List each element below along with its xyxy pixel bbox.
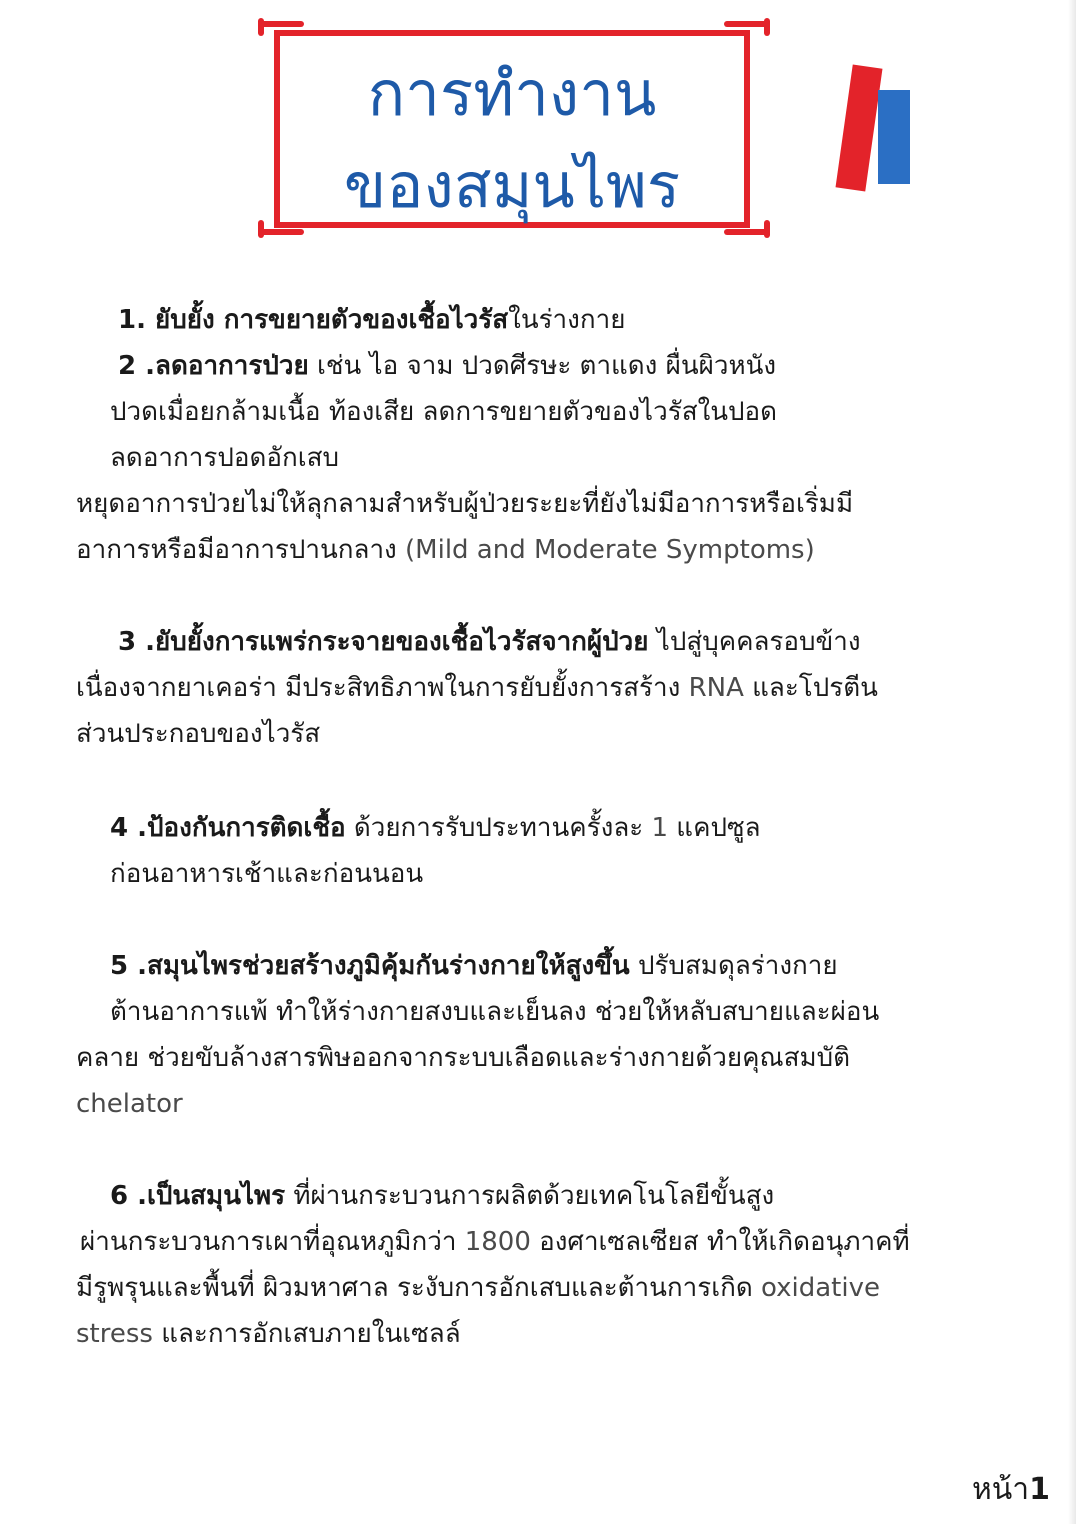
item-4-text-number: 1 [651,813,669,843]
item-4-text-c: แคปซูล [668,813,761,843]
item-5-line-3: คลาย ช่วยขับล้างสารพิษออกจากระบบเลือดและร่างกายด้วยคุณสมบัติ [76,1043,851,1073]
item-1-text: ในร่างกาย [508,305,626,335]
page-title [274,48,750,232]
frame-cap-tl [258,18,264,36]
item-6-text: ที่ผ่านกระบวนการผลิตด้วยเทคโนโลยีขั้นสูง [285,1181,775,1211]
item-6-line-3-a: มีรูพรุนและพื้นที่ ผิวมหาศาล ระงับการอักเสบและต้านการเกิด [76,1273,762,1303]
page-edge-shadow [1068,0,1076,1524]
item-5-line-4: chelator [76,1089,183,1119]
frame-corner-bar-tl [258,21,304,27]
item-2-text: เช่น ไอ จาม ปวดศีรษะ ตาแดง ผื่นผิวหนัง [308,351,777,381]
decorative-red-bar [836,65,883,192]
item-6-line-1 [110,1176,774,1216]
page-number [972,1470,1050,1510]
item-3-text: ไปสู่บุคคลรอบข้าง [648,627,861,657]
item-6-line-3 [76,1268,880,1308]
item-2-heading: 2 .ลดอาการป่วย [118,351,309,381]
title-line-2: ของสมุนไพร [343,149,681,222]
item-6-line-2 [80,1222,910,1262]
item-6-line-4-b: และการอักเสบภายในเซลล์ [152,1319,461,1349]
item-4-line-2: ก่อนอาหารเช้าและก่อนนอน [110,859,424,889]
item-2-line-5-english: (Mild and Moderate Symptoms) [405,535,815,565]
item-1-heading: 1. ยับยั้ง การขยายตัวของเชื้อไวรัส [118,305,509,335]
item-3-line-2-a: เนื่องจากยาเคอร่า มีประสิทธิภาพในการยับยั้งการสร้าง [76,673,689,703]
item-5-heading: 5 .สมุนไพรช่วยสร้างภูมิคุ้มกันร่างกายให้สูงขึ้น [110,951,630,981]
item-4-text-a: ด้วยการรับประทานครั้งละ [345,813,652,843]
item-2-line-4: หยุดอาการป่วยไม่ให้ลุกลามสำหรับผู้ป่วยระยะที่ยังไม่มีอาการหรือเริ่มมี [76,489,854,519]
item-2-line-5-thai: อาการหรือมีอาการปานกลาง [76,535,406,565]
frame-cap-tr [764,18,770,36]
item-3-line-2-c: และโปรตีน [743,673,878,703]
item-2-line-3: ลดอาการปอดอักเสบ [110,443,339,473]
decorative-blue-bar [878,90,910,184]
item-4-heading: 4 .ป้องกันการติดเชื้อ [110,813,346,843]
item-2-line-2: ปวดเมื่อยกล้ามเนื้อ ท้องเสีย ลดการขยายตัวของไวรัสในปอด [110,397,778,427]
item-5-line-1 [110,946,838,986]
item-6-line-2-number: 1800 [464,1227,531,1257]
item-2-line-5 [76,530,815,570]
item-6-line-2-c: องศาเซลเซียส ทำให้เกิดอนุภาคที่ [530,1227,910,1257]
page-label: หน้า [971,1472,1030,1507]
item-3-line-1 [118,622,861,662]
frame-cap-bl [258,220,264,238]
item-6-line-4-english: stress [76,1319,153,1349]
page-number-value: 1 [1029,1472,1050,1507]
frame-cap-br [764,220,770,238]
item-5-text: ปรับสมดุลร่างกาย [629,951,838,981]
item-3-line-2-rna: RNA [688,673,744,703]
item-6-line-4 [76,1314,461,1354]
item-6-line-2-a: ผ่านกระบวนการเผาที่อุณหภูมิกว่า [80,1227,465,1257]
title-line-1: การทำงาน [367,57,657,130]
item-3-heading: 3 .ยับยั้งการแพร่กระจายของเชื้อไวรัสจากผู้ป่วย [118,627,649,657]
item-3-line-3: ส่วนประกอบของไวรัส [76,719,321,749]
item-6-line-3-english: oxidative [761,1273,880,1303]
item-4-line-1 [110,808,761,848]
title-frame [258,18,770,238]
item-2-line-1 [118,346,776,386]
item-1-line-1 [118,300,625,340]
item-5-line-2: ต้านอาการแพ้ ทำให้ร่างกายสงบและเย็นลง ช่วยให้หลับสบายและผ่อน [110,997,880,1027]
item-3-line-2 [76,668,878,708]
item-6-heading: 6 .เป็นสมุนไพร [110,1181,286,1211]
